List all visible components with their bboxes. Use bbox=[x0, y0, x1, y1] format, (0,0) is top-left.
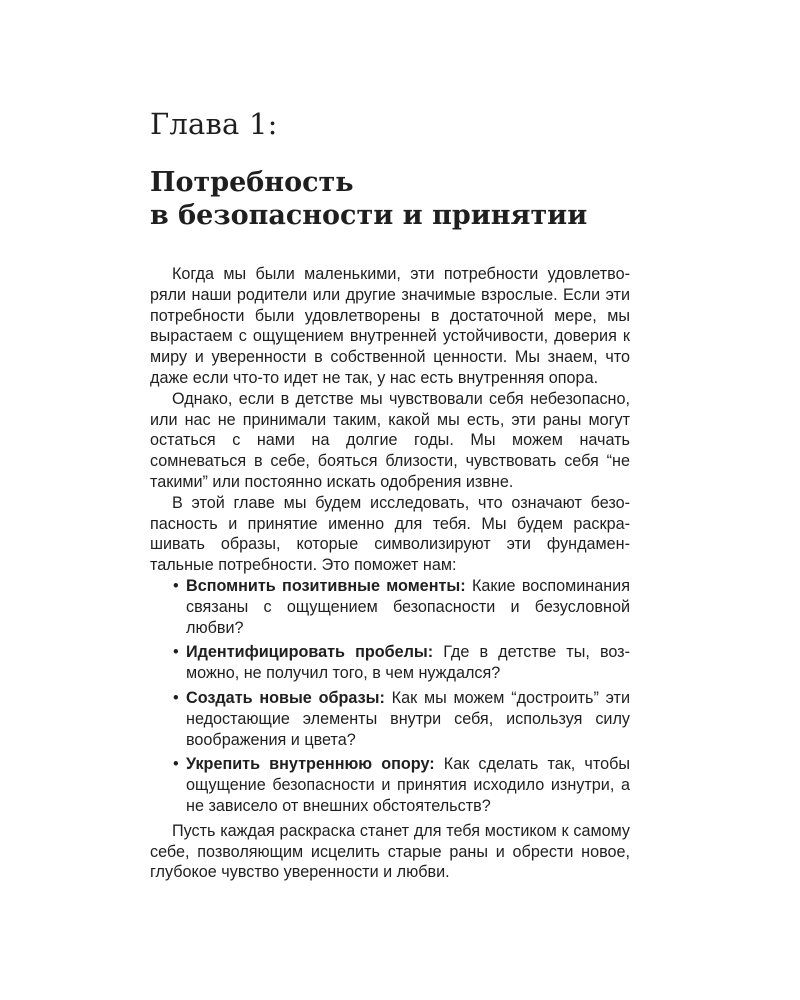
paragraph-3: В этой главе мы будем исследовать, что означают безопасность и принятие именно для тебя. Мы будем раскрашивать образы, которые символизируют эти фундаментальные потребности. Это поможет нам: bbox=[150, 493, 630, 575]
paragraph-1: Когда мы были маленькими, эти потребности удовлетворяли наши родители или другие значимые взрослые. Если эти потребности были удовлетворены в достаточной мере, мы вырастаем с ощущением внутренней устойчивости, доверия к миру и уверенности в собственной ценности. Мы знаем, что даже если что-то идет не так, у нас есть внутренняя опора. bbox=[150, 265, 630, 387]
chapter-title-line-2: в безопасности и принятии bbox=[150, 200, 588, 231]
bullet-term: Идентифицировать пробелы: bbox=[186, 643, 434, 662]
bullet-dot-icon: • bbox=[173, 688, 179, 707]
bullet-item bbox=[173, 688, 630, 750]
book-page bbox=[150, 104, 630, 883]
chapter-title bbox=[150, 166, 630, 232]
bullet-text: Где в детстве ты, возможно, не получил того, в чем нуждался? bbox=[186, 643, 630, 683]
bullet-dot-icon: • bbox=[173, 643, 179, 662]
chapter-title-line-1: Потребность bbox=[150, 167, 354, 198]
bullet-term: Создать новые образы: bbox=[186, 688, 385, 707]
chapter-label: Глава 1: bbox=[150, 107, 278, 141]
chapter-body bbox=[150, 264, 630, 883]
bullet-text: Как сделать так, чтобы ощущение безопасности и принятия исходило изнутри, а не зависело от внешних обстоятельств? bbox=[186, 755, 630, 815]
bullet-list bbox=[150, 576, 630, 817]
bullet-text: Как мы можем “достроить” эти недостающие элементы внутри себя, используя силу воображения и цвета? bbox=[186, 688, 630, 749]
closing-paragraph: Пусть каждая раскраска станет для тебя мостиком к самому себе, позволяющим исцелить старые раны и обрести новое, глубокое чувство уверенности и любви. bbox=[150, 821, 630, 882]
bullet-item bbox=[173, 754, 630, 816]
bullet-term: Вспомнить позитивные моменты: bbox=[186, 576, 466, 595]
bullet-dot-icon: • bbox=[173, 576, 179, 595]
paragraph-2: Однако, если в детстве мы чувствовали себя небезопасно, или нас не принимали таким, какой мы есть, эти раны могут остаться с нами на долгие годы. Мы можем начать сомневаться в себе, бояться близости, чувствовать себя “не такими” или постоянно искать одобрения извне. bbox=[150, 389, 630, 491]
bullet-item bbox=[173, 576, 630, 638]
bullet-text: Какие воспоминания связаны с ощущением безопасности и безусловной любви? bbox=[186, 576, 630, 637]
bullet-item bbox=[173, 642, 630, 684]
bullet-dot-icon: • bbox=[173, 755, 179, 774]
bullet-term: Укрепить внутреннюю опору: bbox=[186, 755, 435, 774]
